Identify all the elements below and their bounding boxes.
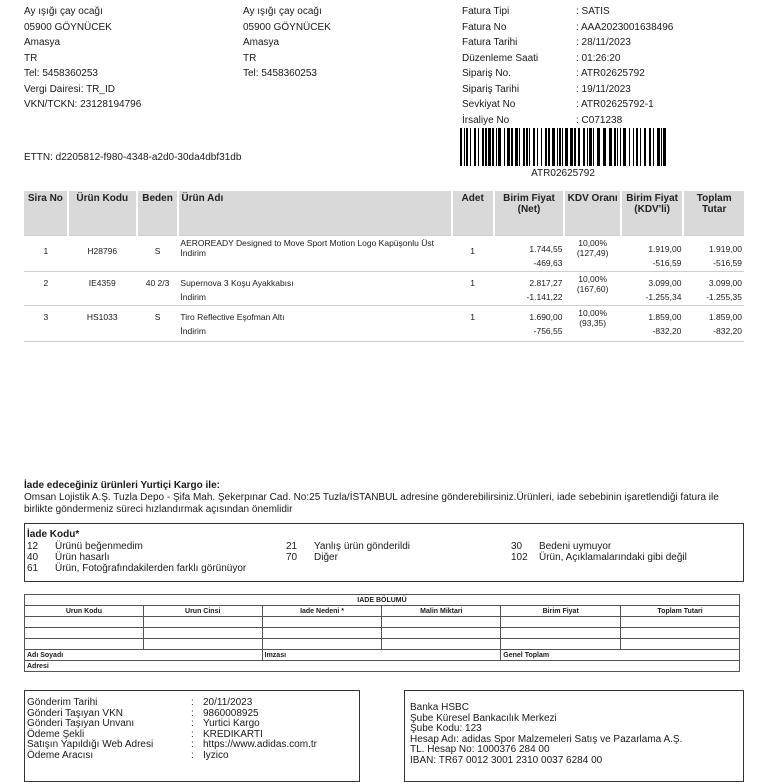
meta-value: : SATIS (576, 6, 610, 17)
item-kdv: 10,00% (578, 238, 608, 248)
return-cell[interactable] (262, 628, 382, 639)
table-row (24, 306, 744, 342)
shipping-label: Ödeme Aracısı (27, 749, 94, 761)
cell-kdvli (621, 236, 684, 272)
meta-label: Sipariş No. (462, 68, 511, 79)
meta-row-siparis-tarihi (462, 82, 673, 98)
shipping-info-box (24, 690, 360, 782)
barcode-bar (496, 128, 497, 166)
return-cell[interactable] (621, 628, 740, 639)
item-toplam-discount: -1.255,35 (706, 292, 742, 302)
barcode-bar (526, 128, 528, 166)
shipping-row (27, 751, 317, 762)
shipping-label: Ödeme Şekli (27, 728, 85, 740)
seller-city: Amasya (24, 37, 61, 48)
return-code-text: Ürün, Fotoğrafındakilerden farklı görünüyor (55, 563, 247, 574)
return-signature-row (25, 650, 740, 661)
shipping-colon: : (191, 707, 194, 719)
item-name: Tiro Reflective Eşofman Altı (180, 312, 285, 322)
return-empty-row (25, 617, 740, 628)
return-code-number: 30 (511, 541, 523, 552)
barcode-bar (478, 128, 479, 166)
barcode-bar (541, 128, 542, 166)
return-adresi[interactable]: Adresi (25, 661, 740, 672)
item-discount-label: İndirim (180, 248, 206, 258)
barcode-bar (609, 128, 612, 166)
bank-line: Şube Küresel Bankacılık Merkezi (410, 712, 557, 724)
return-code-box (24, 523, 744, 582)
barcode-bar (498, 128, 501, 166)
return-code-number: 70 (286, 552, 298, 563)
cell-ad (178, 236, 451, 272)
return-code-col1 (27, 541, 246, 574)
item-kdvli-discount: -1.255,34 (645, 292, 682, 302)
barcode-bar (537, 128, 538, 166)
meta-value: : ATR02625792 (576, 68, 645, 79)
bank-line: Hesap Adı: adidas Spor Malzemeleri Satış ve Pazarlama A.Ş. (410, 733, 683, 745)
return-header-urun-cinsi: Urun Cinsi (143, 606, 262, 617)
barcode-bar (504, 128, 505, 166)
return-section-header-row (25, 606, 740, 617)
cell-kdv (564, 272, 620, 306)
barcode-bar (519, 128, 520, 166)
return-genel-toplam[interactable]: Genel Toplam (501, 650, 740, 661)
item-toplam: 1.919,00 (708, 244, 742, 254)
buyer-city: Amasya (243, 37, 280, 48)
barcode-bar (470, 128, 471, 166)
shipping-value: 20/11/2023 (203, 697, 253, 708)
barcode-bar (570, 128, 573, 166)
shipping-info-list (27, 698, 317, 761)
return-header-urun-kodu: Urun Kodu (25, 606, 144, 617)
item-name: AEROREADY Designed to Move Sport Motion Logo Kapüşonlu Üst (180, 238, 434, 248)
return-code-item (27, 552, 246, 563)
return-code-col3 (511, 541, 687, 563)
return-empty-row (25, 639, 740, 650)
barcode-bar (587, 128, 588, 166)
bank-info-box (404, 690, 744, 782)
cell-ad (178, 272, 451, 306)
item-kdv-amount: (127,49) (576, 248, 609, 258)
item-kdvli: 1.859,00 (648, 312, 682, 322)
return-code-number: 61 (27, 563, 39, 574)
item-kdv-amount: (167,60) (576, 284, 609, 294)
bank-line: TL. Hesap No: 1000376 284 00 (410, 744, 550, 755)
item-net: 2.817,27 (529, 278, 563, 288)
item-discount-label: İndirim (180, 292, 206, 302)
return-cell[interactable] (25, 617, 144, 628)
shipping-colon: : (191, 749, 194, 761)
header-urun-adi: Ürün Adı (178, 191, 451, 236)
cell-beden: S (137, 306, 179, 342)
ettn: ETTN: d2205812-f980-4348-a2d0-30da4dbf31db (24, 152, 242, 163)
return-code-item (27, 563, 246, 574)
barcode-bar (552, 128, 555, 166)
cell-kdv (564, 306, 620, 342)
barcode-bar (460, 128, 462, 166)
cell-net (494, 306, 565, 342)
return-header-iade-nedeni: Iade Nedeni * (262, 606, 382, 617)
item-net-discount: -469,63 (533, 258, 563, 268)
return-section-title-row (25, 595, 740, 606)
return-cell[interactable] (262, 617, 382, 628)
buyer-address-line1: Ay ışığı çay ocağı (243, 6, 322, 17)
barcode-bar (533, 128, 535, 166)
cell-kdvli (621, 306, 684, 342)
barcode-bar (636, 128, 638, 166)
return-header-birim-fiyat: Birim Fiyat (501, 606, 621, 617)
buyer-address-block (243, 4, 331, 82)
meta-label: Sevkiyat No (462, 99, 516, 110)
table-header-row (24, 191, 744, 236)
meta-label: Fatura Tipi (462, 6, 510, 17)
return-code-text: Ürünü beğenmedim (55, 541, 143, 552)
cell-kdv (564, 236, 620, 272)
return-cell[interactable] (382, 617, 501, 628)
cell-adet: 1 (452, 236, 494, 272)
cell-kod: HS1033 (68, 306, 137, 342)
item-kdvli-discount: -516,59 (652, 258, 682, 268)
shipping-colon: : (191, 697, 194, 708)
meta-value: : 28/11/2023 (576, 37, 631, 48)
meta-label: Düzenleme Saati (462, 52, 539, 64)
item-kdvli-discount: -832,20 (652, 326, 682, 336)
barcode-bar (474, 128, 476, 166)
barcode-bar (578, 128, 580, 166)
shipping-value: https://www.adidas.com.tr (203, 739, 317, 750)
barcode-bar (663, 128, 666, 166)
return-section-table (24, 594, 740, 672)
return-code-title: İade Kodu* (27, 529, 80, 540)
barcode-bar (644, 128, 646, 166)
barcode-bar (548, 128, 550, 166)
meta-value: : 19/11/2023 (576, 83, 631, 95)
item-net-discount: -756,55 (533, 326, 563, 336)
item-net: 1.744,55 (529, 244, 563, 254)
cell-ad (178, 306, 451, 342)
header-sira: Sira No (24, 191, 68, 236)
cell-kdvli (621, 272, 684, 306)
barcode-text: ATR02625792 (531, 168, 595, 179)
table-row (24, 272, 744, 306)
cell-sira: 3 (24, 306, 68, 342)
item-kdv: 10,00% (578, 308, 608, 318)
barcode-bar (511, 128, 513, 166)
return-empty-row (25, 628, 740, 639)
cell-net (494, 272, 565, 306)
barcode-bar (529, 128, 530, 166)
cell-beden: S (137, 236, 179, 272)
return-header-toplam-tutari: Toplam Tutari (621, 606, 740, 617)
shipping-label: Gönderi Taşıyan VKN (27, 707, 123, 719)
return-code-item (286, 541, 410, 552)
meta-row-siparis-no (462, 66, 673, 82)
item-kdvli: 1.919,00 (648, 244, 682, 254)
return-code-text: Ürün hasarlı (55, 552, 110, 563)
return-code-text: Ürün, Açıklamalarındaki gibi değil (539, 552, 687, 563)
seller-address-line2: 05900 GÖYNÜCEK (24, 21, 112, 33)
cell-net (494, 236, 565, 272)
meta-value: : 01:26:20 (576, 52, 621, 64)
return-imzasi[interactable]: Imzası (262, 650, 501, 661)
shipping-value: Yurtici Kargo (203, 718, 260, 729)
return-cell[interactable] (143, 628, 262, 639)
return-header-malin-miktari: Malin Miktari (382, 606, 501, 617)
meta-value: : C071238 (576, 114, 623, 126)
header-kdv-orani: KDV Oranı (564, 191, 620, 236)
barcode-bar (485, 128, 487, 166)
return-code-text: Diğer (314, 552, 338, 563)
return-cell[interactable] (25, 639, 144, 650)
shipping-row (27, 698, 317, 709)
invoice-meta-block (462, 4, 673, 128)
barcode-bar (488, 128, 491, 166)
barcode-bar (466, 128, 468, 166)
item-discount-label: İndirim (180, 326, 206, 336)
seller-vkn: VKN/TCKN: 23128194796 (24, 99, 142, 110)
shipping-value: Iyzico (203, 749, 229, 761)
cell-toplam (683, 306, 744, 342)
meta-row-sevkiyat-no (462, 97, 673, 113)
barcode-bar (661, 128, 662, 166)
return-cell[interactable] (382, 628, 501, 639)
barcode-bar (633, 128, 634, 166)
barcode-bar (657, 128, 660, 166)
items-table (24, 191, 744, 342)
barcode-bar (545, 128, 547, 166)
seller-tax-office: Vergi Dairesi: TR_ID (24, 83, 115, 95)
item-toplam-discount: -516,59 (713, 258, 742, 268)
barcode-bar (565, 128, 568, 166)
header-urun-kodu: Ürün Kodu (68, 191, 137, 236)
return-info-title: İade edeceğiniz ürünleri Yurtiçi Kargo ile: (24, 480, 220, 491)
header-adet: Adet (452, 191, 494, 236)
table-row (24, 236, 744, 272)
buyer-phone: Tel: 5458360253 (243, 68, 317, 79)
barcode-bar (603, 128, 606, 166)
meta-row-fatura-tarihi (462, 35, 673, 51)
cell-sira: 2 (24, 272, 68, 306)
barcode-bar (589, 128, 592, 166)
return-cell[interactable] (143, 617, 262, 628)
cell-toplam (683, 236, 744, 272)
bank-line: Şube Kodu: 123 (410, 723, 482, 734)
shipping-label: Gönderim Tarihi (27, 697, 98, 708)
return-code-text: Bedeni uymuyor (539, 541, 612, 552)
barcode-bar (640, 128, 641, 166)
shipping-row (27, 719, 317, 730)
item-toplam-discount: -832,20 (713, 326, 742, 336)
barcode-bar (515, 128, 518, 166)
cell-toplam (683, 272, 744, 306)
header-birim-fiyat-net: Birim Fiyat (Net) (494, 191, 565, 236)
meta-value: : ATR02625792-1 (576, 99, 654, 110)
shipping-colon: : (191, 718, 194, 729)
return-address-row (25, 661, 740, 672)
barcode-bar (629, 128, 630, 166)
barcode-bar (593, 128, 594, 166)
item-kdvli: 3.099,00 (648, 278, 682, 288)
bank-line: IBAN: TR67 0012 3001 2310 0037 6284 00 (410, 754, 603, 766)
barcode-bar (562, 128, 563, 166)
item-net-discount: -1.141,22 (526, 292, 563, 302)
cell-kod: IE4359 (68, 272, 137, 306)
bank-info-list (410, 703, 682, 766)
item-net: 1.690,00 (529, 312, 563, 322)
shipping-value: 9860008925 (203, 707, 259, 719)
barcode-bar (559, 128, 561, 166)
barcode-bar (653, 128, 654, 166)
return-code-item (286, 552, 410, 563)
seller-address-block (24, 4, 141, 113)
barcode-bar (464, 128, 465, 166)
barcode-bar (617, 128, 618, 166)
shipping-label: Satışın Yapıldığı Web Adresi (27, 739, 154, 750)
barcode-bar (614, 128, 616, 166)
return-code-number: 21 (286, 541, 298, 552)
item-toplam: 1.859,00 (708, 312, 742, 322)
return-code-col2 (286, 541, 410, 563)
return-code-item (511, 552, 687, 563)
return-code-number: 40 (27, 552, 39, 563)
cell-beden: 40 2/3 (137, 272, 179, 306)
barcode-bar (623, 128, 626, 166)
seller-country: TR (24, 52, 38, 64)
return-cell[interactable] (501, 639, 621, 650)
meta-row-fatura-no (462, 20, 673, 36)
barcode-bar (492, 128, 494, 166)
return-adi-soyadi[interactable]: Adı Soyadı (25, 650, 263, 661)
meta-value: : AAA2023001638496 (576, 21, 674, 33)
barcode-bar (523, 128, 525, 166)
cell-kod: H28796 (68, 236, 137, 272)
bank-line: Banka HSBC (410, 702, 469, 713)
meta-label: Fatura No (462, 21, 507, 33)
item-name: Supernova 3 Koşu Ayakkabısı (180, 278, 294, 288)
shipping-row (27, 740, 317, 751)
return-cell[interactable] (501, 617, 621, 628)
barcode-bar (574, 128, 576, 166)
return-info-body: Omsan Lojistik A.Ş. Tuzla Depo - Şifa Mah. Şekerpınar Cad. No:25 Tuzla/İSTANBUL adresine gönderebilirsiniz.Ürünleri, iade sebebinin işaretlendiği fatura ile birlikte göndermeniz süreci hızlandırmak açısından önemlidir (24, 492, 719, 515)
return-cell[interactable] (382, 639, 501, 650)
cell-adet: 1 (452, 306, 494, 342)
cell-adet: 1 (452, 272, 494, 306)
return-code-item (511, 541, 687, 552)
seller-phone: Tel: 5458360253 (24, 68, 98, 79)
return-cell[interactable] (143, 639, 262, 650)
item-kdv: 10,00% (578, 274, 608, 284)
meta-row-duzenleme-saati (462, 51, 673, 67)
return-cell[interactable] (262, 639, 382, 650)
meta-row-fatura-tipi (462, 4, 673, 20)
return-section-title: IADE BÖLUMÜ (25, 595, 740, 606)
meta-row-irsaliye-no (462, 113, 673, 129)
barcode-bar (597, 128, 600, 166)
item-kdv-amount: (93,35) (579, 318, 607, 328)
barcode-bar (482, 128, 484, 166)
return-cell[interactable] (501, 628, 621, 639)
item-toplam: 3.099,00 (708, 278, 742, 288)
barcode-bar (649, 128, 651, 166)
seller-address-line1: Ay ışığı çay ocağı (24, 6, 103, 17)
shipping-colon: : (191, 728, 194, 740)
return-code-item (27, 541, 246, 552)
shipping-label: Gönderi Taşıyan Unvanı (27, 718, 135, 729)
meta-label: İrsaliye No (462, 114, 510, 126)
meta-label: Sipariş Tarihi (462, 83, 520, 95)
barcode (460, 128, 666, 166)
buyer-country: TR (243, 52, 257, 64)
buyer-address-line2: 05900 GÖYNÜCEK (243, 21, 331, 33)
header-toplam-tutar: Toplam Tutar (683, 191, 744, 236)
shipping-value: KREDIKARTI (203, 728, 263, 740)
cell-sira: 1 (24, 236, 68, 272)
return-cell[interactable] (25, 628, 144, 639)
return-code-text: Yanlış ürün gönderildi (314, 541, 410, 552)
barcode-bar (507, 128, 510, 166)
barcode-bar (620, 128, 621, 166)
return-code-number: 102 (511, 552, 528, 563)
meta-label: Fatura Tarihi (462, 37, 518, 48)
barcode-bar (583, 128, 585, 166)
return-cell[interactable] (621, 639, 740, 650)
return-cell[interactable] (621, 617, 740, 628)
header-birim-fiyat-kdv: Birim Fiyat (KDV'li) (621, 191, 684, 236)
barcode-bar (557, 128, 558, 166)
header-beden: Beden (137, 191, 179, 236)
return-code-number: 12 (27, 541, 39, 552)
shipping-colon: : (191, 739, 194, 750)
